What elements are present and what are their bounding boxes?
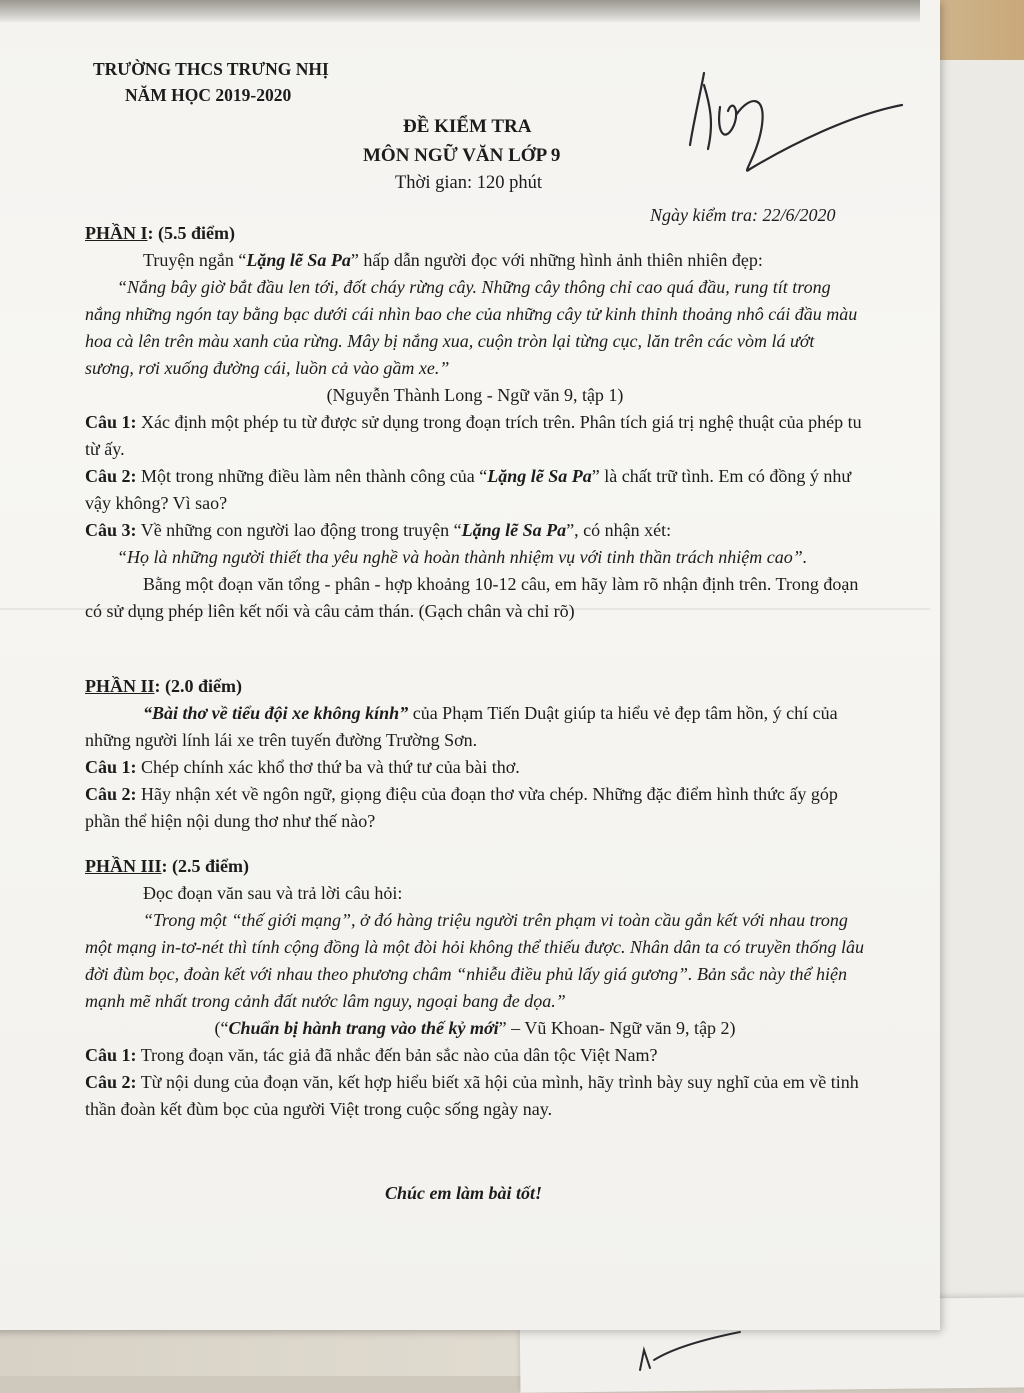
part-1-question-3-task: Bằng một đoạn văn tổng - phân - hợp khoảng 10-12 câu, em hãy làm rõ nhận định trên. Trong đoạn có sử dụng phép liên kết nối và câu cảm thán. (Gạch chân và chỉ rõ) [85,574,859,621]
second-sheet-signature [630,1330,750,1376]
school-year: NĂM HỌC 2019-2020 [125,85,292,105]
part-3-heading: PHẦN III: (2.5 điểm) [85,856,249,876]
part-2 [85,673,865,835]
part-1-question-1: Câu 1: Xác định một phép tu từ được sử dụng trong đoạn trích trên. Phân tích giá trị nghệ thuật của phép tu từ ấy. [85,412,862,459]
part-3-question-1: Câu 1: Trong đoạn văn, tác giả đã nhắc đến bản sắc nào của dân tộc Việt Nam? [85,1045,658,1065]
exam-title: ĐỀ KIỂM TRA [403,116,532,137]
part-1-question-3: Câu 3: Về những con người lao động trong truyện “Lặng lẽ Sa Pa”, có nhận xét: [85,520,672,540]
part-1-heading: PHẦN I: (5.5 điểm) [85,223,235,243]
part-1-intro: Truyện ngắn “Lặng lẽ Sa Pa” hấp dẫn người đọc với những hình ảnh thiên nhiên đẹp: [143,250,763,270]
part-2-heading: PHẦN II: (2.0 điểm) [85,676,242,696]
part-2-intro: “Bài thơ về tiểu đội xe không kính” của Phạm Tiến Duật giúp ta hiểu vẻ đẹp tâm hồn, ý chí của những người lính lái xe trên tuyến đường Trường Sơn. [85,703,838,750]
part-3-intro: Đọc đoạn văn sau và trả lời câu hỏi: [143,883,403,903]
part-1 [85,220,865,625]
part-1-question-3-quote: “Họ là những người thiết tha yêu nghề và hoàn thành nhiệm vụ với tinh thần trách nhiệm cao”. [117,547,808,567]
folded-top-edge [0,0,920,22]
part-2-question-1: Câu 1: Chép chính xác khổ thơ thứ ba và thứ tư của bài thơ. [85,757,520,777]
part-2-question-2: Câu 2: Hãy nhận xét về ngôn ngữ, giọng điệu của đoạn thơ vừa chép. Những đặc điểm hình thức ấy góp phần thể hiện nội dung thơ như thế nào? [85,784,838,831]
part-3 [85,853,865,1123]
part-3-source: (“Chuẩn bị hành trang vào thế kỷ mới” – Vũ Khoan- Ngữ văn 9, tập 2) [214,1018,736,1038]
part-3-quote: “Trong một “thế giới mạng”, ở đó hàng triệu người trên phạm vi toàn cầu gắn kết với nhau trong một mạng in-tơ-nét thì tính cộng đồng là một đòi hỏi không thể thiếu được. Nhân dân ta có truyền thống lâu đời đùm bọc, đoàn kết với nhau theo phương châm “nhiễu điều phủ lấy giá gương”. Bản sắc này thể hiện mạnh mẽ nhất trong cảnh đất nước lâm nguy, ngoại bang đe dọa.” [85,910,864,1011]
exam-duration: Thời gian: 120 phút [395,173,542,193]
exam-subject: MÔN NGỮ VĂN LỚP 9 [363,145,561,166]
school-name: TRƯỜNG THCS TRƯNG NHỊ [93,59,329,79]
closing-wish: Chúc em làm bài tốt! [385,1183,543,1203]
underlying-sheet-right [930,60,1024,1340]
part-1-source: (Nguyễn Thành Long - Ngữ văn 9, tập 1) [326,385,624,405]
handwritten-signature [670,65,910,195]
part-1-question-2: Câu 2: Một trong những điều làm nên thành công của “Lặng lẽ Sa Pa” là chất trữ tình. Em có đồng ý như vậy không? Vì sao? [85,466,852,513]
exam-date: Ngày kiểm tra: 22/6/2020 [650,205,836,225]
part-1-quote: “Nắng bây giờ bắt đầu len tới, đốt cháy rừng cây. Những cây thông chỉ cao quá đầu, rung tít trong nắng những ngón tay bằng bạc dưới cái nhìn bao che của những cây tử kinh thỉnh thoảng nhô cái đầu màu hoa cà lên trên màu xanh của rừng. Mây bị nắng xua, cuộn tròn lại từng cục, lăn trên các vòm lá ướt sương, rơi xuống đường cái, luồn cả vào gầm xe.” [85,277,858,378]
part-3-question-2: Câu 2: Từ nội dung của đoạn văn, kết hợp hiểu biết xã hội của mình, hãy trình bày suy nghĩ của em về tinh thần đoàn kết đùm bọc của người Việt trong cuộc sống ngày nay. [85,1072,859,1119]
